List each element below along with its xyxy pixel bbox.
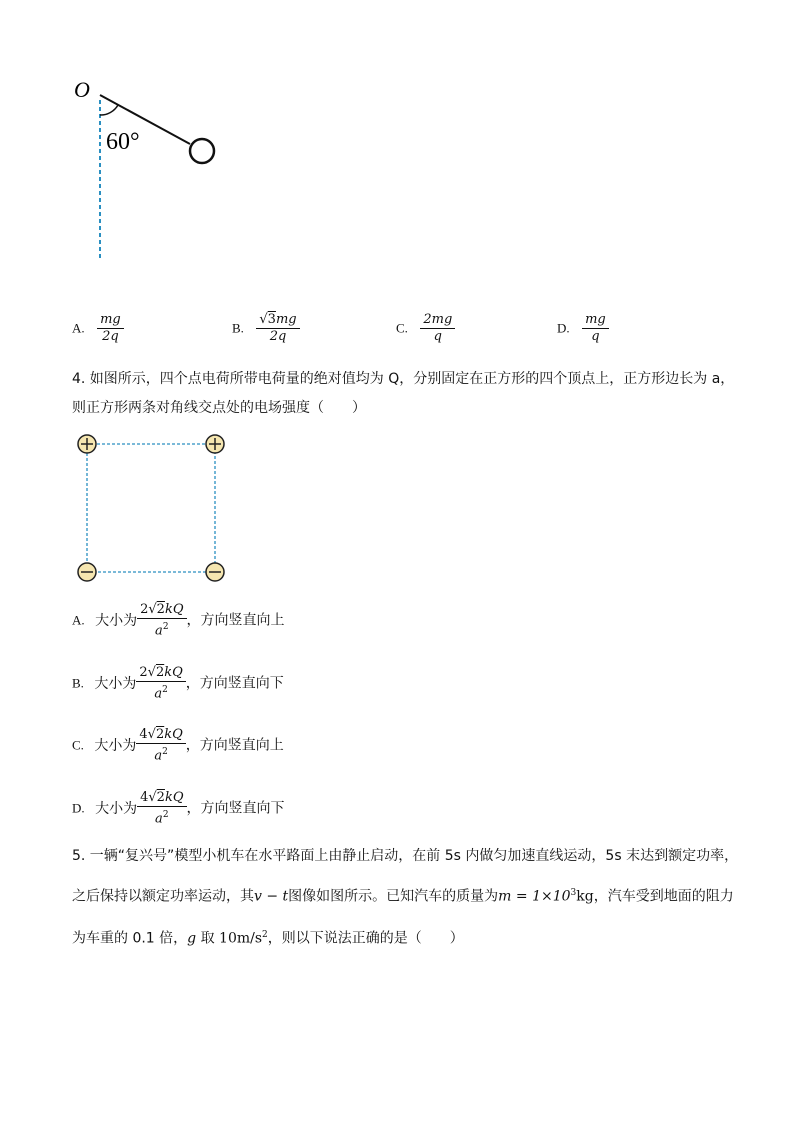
q4-option-d[interactable]: D. 大小为 $\frac{4√2kQ}{a^2}$ ，方向竖直向下 (72, 790, 285, 827)
q4-stem-line2: 则正方形两条对角线交点处的电场强度（ ） (72, 400, 366, 416)
pendulum-figure (60, 70, 240, 270)
option-fraction: $\frac{2mg}{q}$ (420, 312, 455, 345)
magnitude-fraction: $\frac{4√2kQ}{a^2}$ (136, 727, 185, 764)
ball (190, 139, 214, 163)
angle-arc (100, 105, 118, 115)
option-letter: A. (72, 320, 85, 336)
magnitude-fraction: $\frac{2√2kQ}{a^2}$ (136, 665, 185, 702)
q3-option-d[interactable] (557, 312, 609, 345)
q4-option-b[interactable]: B. 大小为 $\frac{2√2kQ}{a^2}$ ，方向竖直向下 (72, 665, 284, 702)
charge-top-left (78, 435, 96, 453)
charge-top-right (206, 435, 224, 453)
q3-option-b[interactable] (232, 312, 300, 345)
option-letter: D. (557, 320, 570, 336)
charge-bottom-right (206, 563, 224, 581)
option-letter: C. (396, 320, 408, 336)
magnitude-fraction: $\frac{2√2kQ}{a^2}$ (137, 602, 186, 639)
q3-option-a[interactable] (72, 312, 124, 345)
charge-square-figure (70, 428, 240, 588)
q5-stem-line3: 为车重的 0.1 倍，g 取 $10m/s^2$，则以下说法正确的是（ ） (72, 930, 464, 947)
q5-stem-line2: 之后保持以额定功率运动，其v − t图像如图所示。已知汽车的质量为$m = 1\times 10^3kg$，汽车受到地面的阻力 (72, 888, 734, 905)
option-letter: B. (232, 320, 244, 336)
charge-bottom-left (78, 563, 96, 581)
option-fraction: $\frac{mg}{q}$ (582, 312, 609, 345)
q3-option-c[interactable] (396, 312, 455, 345)
option-fraction: $\frac{mg}{2q}$ (97, 312, 124, 345)
angle-label: 60° (106, 129, 140, 155)
magnitude-fraction: $\frac{4√2kQ}{a^2}$ (137, 790, 186, 827)
q4-option-c[interactable]: C. 大小为 $\frac{4√2kQ}{a^2}$ ，方向竖直向上 (72, 727, 284, 764)
square-outline (87, 444, 215, 572)
q5-stem-line1: 5. 一辆“复兴号”模型小机车在水平路面上由静止启动，在前 5s 内做匀加速直线运动，5s 末达到额定功率， (72, 848, 739, 864)
pivot-label: O (74, 77, 90, 102)
option-fraction: $\frac{√3mg}{2q}$ (256, 312, 299, 345)
q4-option-a[interactable]: A. 大小为 $\frac{2√2kQ}{a^2}$ ，方向竖直向上 (72, 602, 285, 639)
q4-stem-line1: 4. 如图所示，四个点电荷所带电荷量的绝对值均为 Q，分别固定在正方形的四个顶点上，正方形边长为 a， (72, 371, 735, 387)
